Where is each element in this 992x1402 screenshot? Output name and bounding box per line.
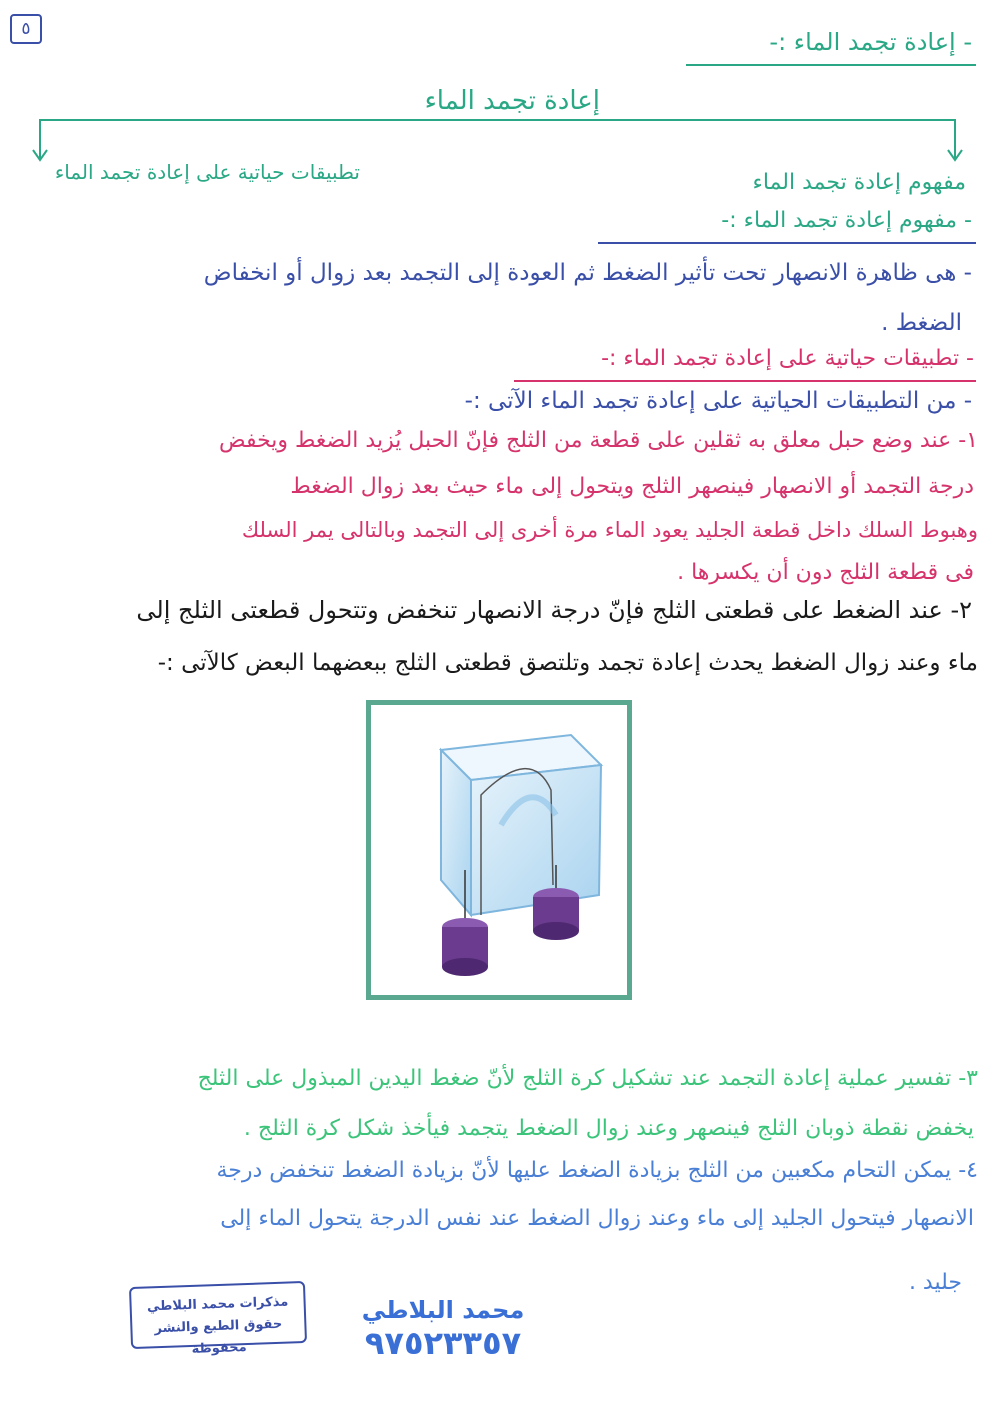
app1-line-1: ١- عند وضع حبل معلق به ثقلين على قطعة من الثلج فإنّ الحبل يُزيد الضغط ويخفض xyxy=(219,428,978,453)
stamp-line-2: حقوق الطبع والنشر محفوظة xyxy=(154,1316,283,1357)
ice-block-illustration xyxy=(371,705,627,995)
ice-block-figure xyxy=(366,700,632,1000)
concept-line-2: الضغط . xyxy=(881,310,962,336)
author-phone: ٩٧٥٢٣٣٥٧ xyxy=(364,1324,522,1362)
page-number: ٥ xyxy=(10,14,42,44)
app3-line-1: ٣- تفسير عملية إعادة التجمد عند تشكيل كرة الثلج لأنّ ضغط اليدين المبذول على الثلج xyxy=(197,1066,978,1091)
app4-line-3: جليد . xyxy=(908,1270,962,1295)
right-weight xyxy=(533,888,579,940)
applications-heading: - تطبيقات حياتية على إعادة تجمد الماء :- xyxy=(601,346,974,371)
copyright-stamp xyxy=(129,1281,307,1357)
diagram-left-branch: تطبيقات حياتية على إعادة تجمد الماء xyxy=(54,160,360,184)
app2-line-2: ماء وعند زوال الضغط يحدث إعادة تجمد وتلتصق قطعتى الثلج ببعضهما البعض كالآتى :- xyxy=(157,650,978,676)
app4-line-1: ٤- يمكن التحام مكعبين من الثلج بزيادة الضغط عليها لأنّ بزيادة الضغط تنخفض درجة xyxy=(216,1158,978,1183)
applications-underline xyxy=(514,380,976,382)
app1-line-3: وهبوط السلك داخل قطعة الجليد يعود الماء مرة أخرى إلى التجمد وبالتالى يمر السلك xyxy=(241,518,978,542)
ice-block-front xyxy=(441,750,471,915)
author-name: محمد البلاطي xyxy=(361,1296,525,1324)
left-weight xyxy=(442,918,488,976)
app3-line-2: يخفض نقطة ذوبان الثلج فينصهر وعند زوال الضغط يتجمد فيأخذ شكل كرة الثلج . xyxy=(243,1116,974,1141)
concept-underline xyxy=(598,242,976,244)
app1-line-4: فى قطعة الثلج دون أن يكسرها . xyxy=(677,560,974,585)
diagram-bar xyxy=(40,120,955,158)
stamp-line-1: مذكرات محمد البلاطي xyxy=(146,1294,289,1315)
heading-underline xyxy=(686,64,976,66)
ice-block-side xyxy=(471,765,601,915)
diagram-center: إعادة تجمد الماء xyxy=(424,86,600,116)
app1-line-2: درجة التجمد أو الانصهار فينصهر الثلج ويتحول إلى ماء حيث بعد زوال الضغط xyxy=(290,474,974,499)
app2-line-1: ٢- عند الضغط على قطعتى الثلج فإنّ درجة الانصهار تنخفض وتتحول قطعتى الثلج إلى xyxy=(136,596,972,624)
applications-intro: - من التطبيقات الحياتية على إعادة تجمد الماء الآتى :- xyxy=(464,388,972,414)
concept-heading: - مفهوم إعادة تجمد الماء :- xyxy=(721,208,972,233)
concept-line-1: - هى ظاهرة الانصهار تحت تأثير الضغط ثم العودة إلى التجمد بعد زوال أو انخفاض xyxy=(203,260,972,286)
app4-line-2: الانصهار فيتحول الجليد إلى ماء وعند زوال الضغط عند نفس الدرجة يتحول الماء إلى xyxy=(220,1206,974,1231)
author-signature xyxy=(358,1296,528,1362)
section-heading: - إعادة تجمد الماء :- xyxy=(769,28,972,56)
diagram-right-branch: مفهوم إعادة تجمد الماء xyxy=(752,170,966,195)
